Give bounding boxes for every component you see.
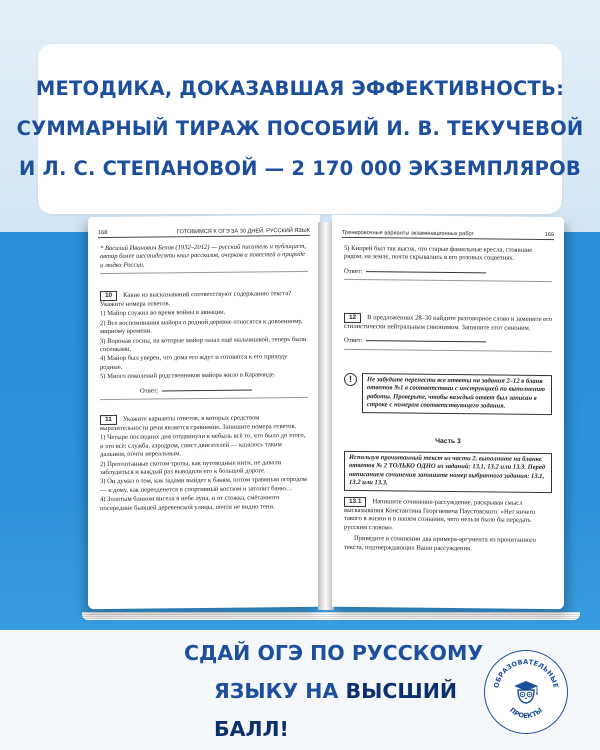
question-11-option-4: 4) Золотым блином висела в небе луна, и от стожка, смётанного посередине бывшей деревенской улицы, почти не видно тени. (100, 494, 280, 512)
slogan-line-1: СДАЙ ОГЭ ПО РУССКОМУ (184, 641, 484, 665)
question-12-answer-line (366, 341, 486, 343)
question-13-1-continuation: Приведите в сочинении два примера-аргумента из прочитанного текста, подтверждающих Ваши рассуждения. (344, 535, 536, 552)
question-11-option-2: 2) Протоптанные скотом тропы, как путеводные нити, не давали заблудиться и каждый раз выводили его к большой дороге. (100, 458, 282, 477)
divider (344, 349, 552, 352)
publisher-logo-emblem (486, 652, 566, 732)
divider (100, 271, 308, 274)
question-12-answer-label: Ответ: (344, 337, 363, 345)
previous-question-option: 5) Кипрей был так высок, что старые фамильные кресла, стоявшие рядом, на земле, почти скрывались в его розовых соцветиях. (344, 244, 533, 263)
previous-question-answer-label: Ответ: (344, 267, 363, 275)
question-10-answer-label: Ответ: (140, 387, 159, 395)
author-note: * Василий Иванович Белов (1932–2012) — русский писатель и публицист, автор более шестидесяти книг рассказов, очерков и повестей о природе и людях России. (100, 242, 307, 269)
bottom-slogan (140, 634, 500, 748)
right-page-running-title: Тренировочные варианты экзаменационных работ (342, 229, 475, 238)
question-11 (100, 413, 308, 514)
headline-line-3: И Л. С. СТЕПАНОВОЙ — 2 170 000 ЭКЗЕМПЛЯРОВ (19, 157, 581, 180)
question-10-option-2: 2) Все воспоминания майора о родной деревне относятся к довоенному, мирному времени. (100, 317, 303, 336)
slogan-line-2 (140, 672, 500, 748)
question-10-option-5: 5) Много поколений родственников майора жило в Караваиде. (100, 371, 276, 381)
question-11-prompt: Укажите варианты ответов, в которых средством выразительности речи является сравнение. Запишите номера ответов. (100, 414, 297, 433)
question-12-number: 12 (344, 313, 361, 323)
question-12-prompt: В предложениях 28–30 найдите разговорное слово и замените его стилистически нейтральным синонимом. Запишите этот синоним. (344, 314, 552, 332)
owl-mortarboard-icon (514, 681, 538, 703)
right-page (332, 215, 564, 609)
question-13-1-prompt: Напишите сочинение-рассуждение, раскрывая смысл высказывания Константина Георгиевича Паустовского: «Нет ничего такого в жизни и в нашем сознании, чего нельзя было бы передать русским словом». (344, 498, 536, 532)
left-page (88, 215, 320, 609)
exclamation-icon: ! (344, 373, 357, 386)
question-11-option-1: 1) Четыре последних дня отодвинули в небыль всё то, что было до этого, и это всё: служба, аэродром, свист двигателей — казалось таким дальним, почти нереальным. (100, 432, 306, 459)
question-10-option-3: 3) Вороная сосны, на которые майор лазал ещё мальчишкой, теперь были сосенками. (100, 335, 307, 354)
question-12 (344, 313, 552, 355)
notice-text: Не забудьте перенести все ответы на задания 2–12 в бланк ответов №1 в соответствии с инструкцией по выполнению работы. Проверьте, чтобы каждый ответ был записан в строке с номером соответствующего задания. (362, 373, 552, 415)
divider (100, 397, 308, 400)
question-10-answer-line (162, 389, 252, 391)
previous-question-answer-line (366, 271, 486, 273)
question-11-number: 11 (100, 415, 117, 425)
notice-block (344, 373, 552, 415)
svg-text:ПРОЕКТЫ (508, 706, 544, 720)
question-11-option-3: 3) Он думал о том, как задами выйдет к баням, потом травяным огородом — к дому, как переоденется в спортивный костюм и затопит баню… (100, 476, 307, 494)
open-book (70, 216, 592, 630)
question-10-option-4: 4) Майор был уверен, что дома его ждут и готовятся к его приходу родные. (100, 353, 288, 371)
right-page-header (342, 229, 554, 240)
question-10-option-1: 1) Майор служил во время войны в авиации. (100, 309, 226, 318)
question-10 (100, 289, 308, 403)
part-3-instruction-block (344, 451, 552, 493)
question-10-number: 10 (100, 291, 117, 301)
part-3-title: Часть 3 (435, 437, 461, 446)
headline-line-1: МЕТОДИКА, ДОКАЗАВШАЯ ЭФФЕКТИВНОСТЬ: (35, 77, 565, 100)
publisher-logo (484, 650, 568, 734)
left-page-header (98, 227, 310, 238)
right-page-number: 169 (544, 232, 554, 239)
question-10-prompt: Какие из высказываний соответствуют содержанию текста? Укажите номера ответов. (100, 290, 292, 309)
book-page-edges (82, 612, 580, 620)
slogan-line-2-start: ЯЗЫКУ НА (214, 679, 346, 703)
headline-line-2: СУММАРНЫЙ ТИРАЖ ПОСОБИЙ И. В. ТЕКУЧЕВОЙ (16, 117, 584, 140)
logo-text-top: ОБРАЗОВАТЕЛЬНЫЕ (492, 657, 560, 689)
question-13-1-number: 13.1 (344, 497, 366, 507)
divider (344, 279, 552, 282)
left-page-running-title: ГОТОВИМСЯ К ОГЭ ЗА 30 ДНЕЙ. РУССКИЙ ЯЗЫК (176, 227, 310, 236)
left-page-number: 168 (98, 230, 108, 237)
headline-card (16, 44, 584, 214)
question-13-1 (344, 497, 552, 555)
part-3-instruction: Используя прочитанный текст из части 2, выполните на бланке ответов № 2 ТОЛЬКО ОДНО из заданий: 13.1, 13.2 или 13.3. Перед написанием сочинения запишите номер выбранного задания: 13.1, 13.2 или 13.3. (344, 451, 552, 493)
slogan-highlight: ВЫСШИЙ БАЛЛ! (214, 679, 458, 741)
previous-question-tail (344, 245, 552, 285)
logo-text-bottom: ПРОЕКТЫ (508, 706, 544, 721)
author-note-block (100, 243, 308, 277)
